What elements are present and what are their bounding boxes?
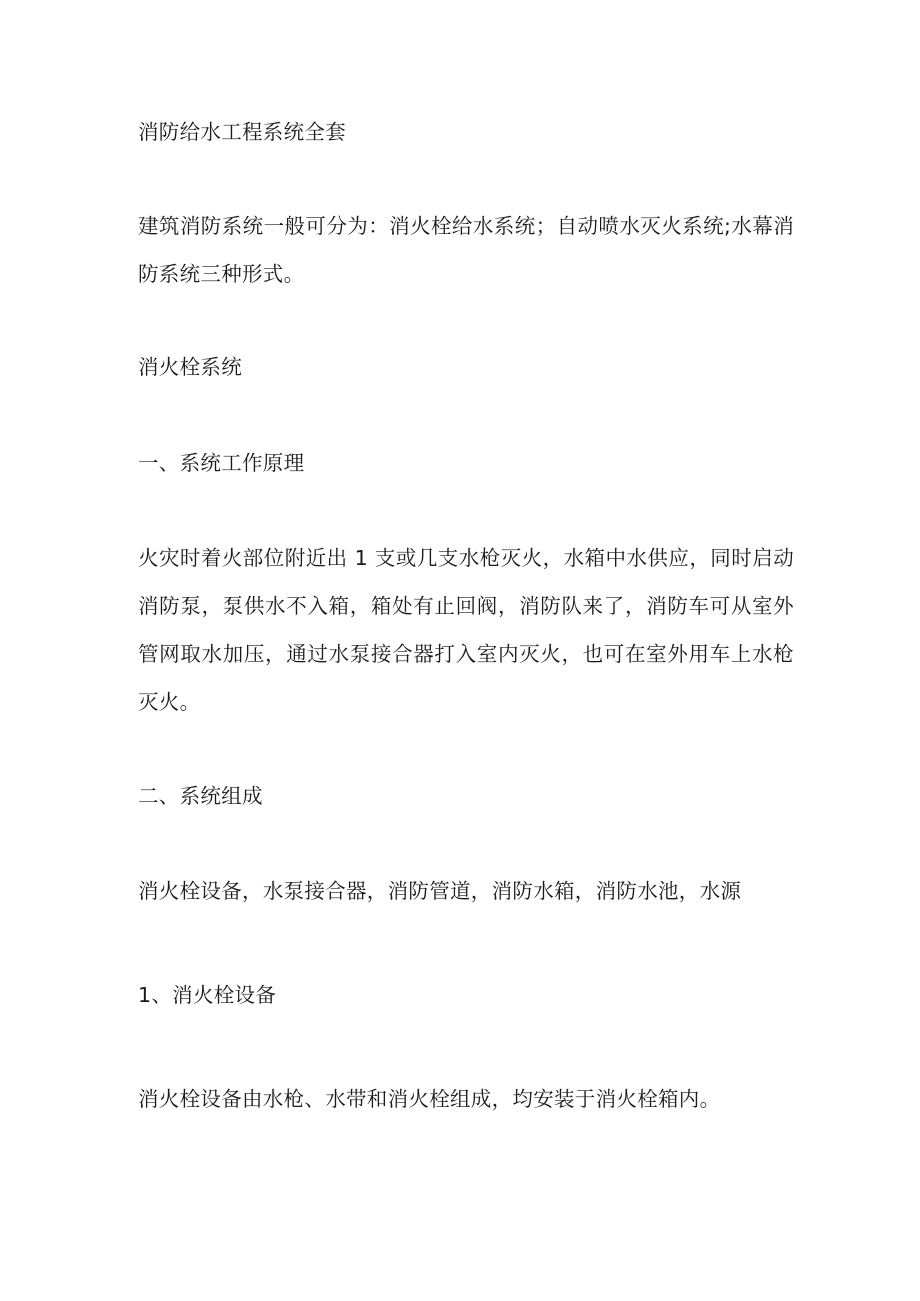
composition-paragraph: 消火栓设备，水泵接合器，消防管道，消防水箱，消防水池，水源 xyxy=(138,879,742,903)
hydrant-equipment-paragraph: 消火栓设备由水枪、水带和消火栓组成，均安装于消火栓箱内。 xyxy=(138,1087,721,1111)
intro-paragraph: 建筑消防系统一般可分为：消火栓给水系统；自动喷水灭火系统;水幕消防系统三种形式。 xyxy=(138,214,794,286)
heading-system-composition: 二、系统组成 xyxy=(138,784,263,808)
section-title: 消火栓系统 xyxy=(138,355,242,379)
heading-working-principle: 一、系统工作原理 xyxy=(138,451,305,475)
document-title: 消防给水工程系统全套 xyxy=(138,120,346,144)
heading-hydrant-equipment: 1、消火栓设备 xyxy=(138,983,277,1007)
working-principle-paragraph: 火灾时着火部位附近出 1 支或几支水枪灭火，水箱中水供应，同时启动消防泵，泵供水不入箱，箱处有止回阀，消防队来了，消防车可从室外管网取水加压，通过水泵接合器打入室内灭火，也可在室外用车上水枪灭火。 xyxy=(138,546,794,714)
